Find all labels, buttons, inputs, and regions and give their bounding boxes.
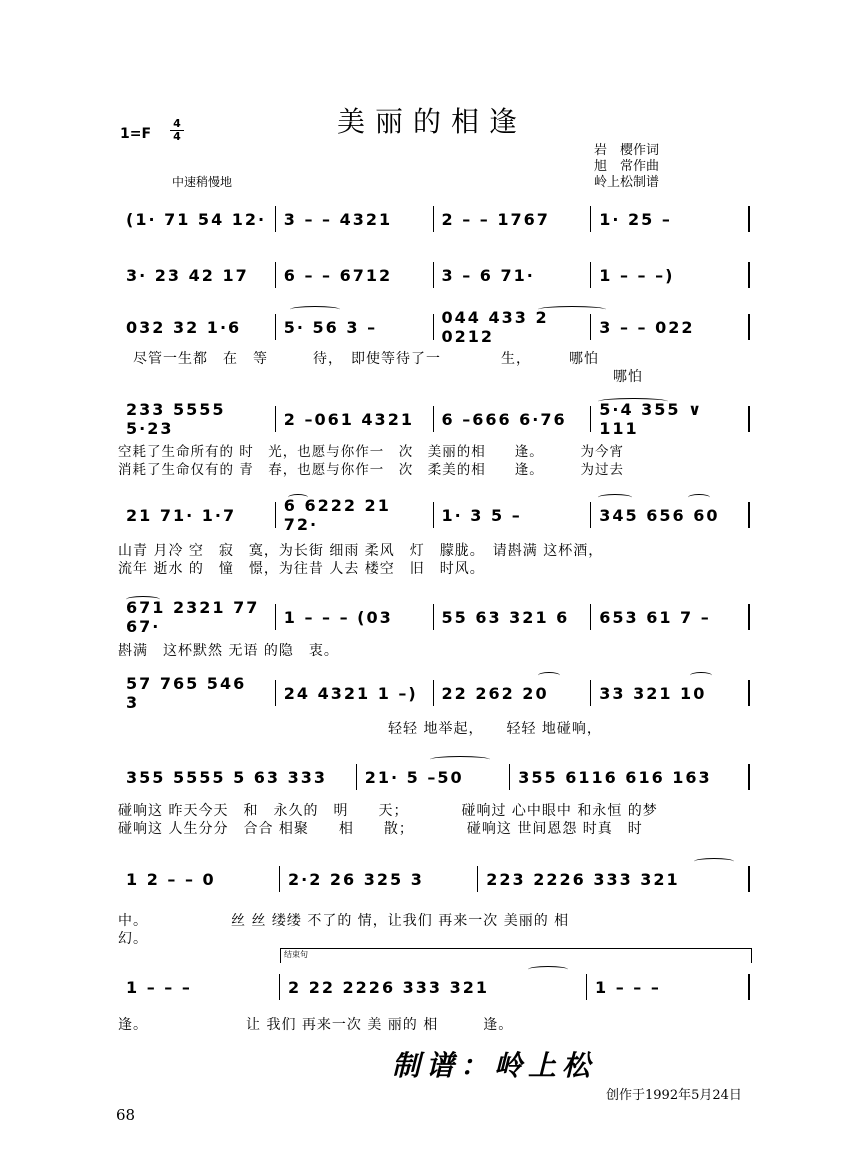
measure: 1 – – –) <box>591 262 750 288</box>
lyric-line-1: 空耗了生命所有的 时 光，也愿与你作一 次 美丽的相 逢。 为今宵 <box>118 444 625 460</box>
slur <box>694 858 734 865</box>
measure: 1· 3 5 – <box>434 502 592 528</box>
measure: 6 –666 6·76 <box>434 406 592 432</box>
measure: 223 2226 333 321 <box>478 866 750 892</box>
slur <box>430 756 490 763</box>
measure: 2 – – 1767 <box>434 206 592 232</box>
measure: 2 22 2226 333 321 <box>280 974 587 1000</box>
measure: 653 61 7 – <box>591 604 750 630</box>
lyric-line-1: 山青 月冷 空 寂 寞，为长街 细雨 柔风 灯 朦胧。 请斟满 这杯酒， <box>118 543 604 559</box>
slur <box>688 494 710 501</box>
lyric-line-2: 碰响这 人生分分 合合 相聚 相 散； 碰响这 世间恩怨 时真 时 <box>118 821 643 837</box>
slur <box>290 306 340 313</box>
lyric-line-2: 哪怕 <box>118 369 643 385</box>
measure: 57 765 546 3 <box>118 680 276 706</box>
lyric-line-1: 逢。 让 我们 再来一次 美 丽的 相 逢。 <box>118 1017 514 1033</box>
lyric-line-2: 流年 逝水 的 憧 憬，为往昔 人去 楼空 旧 时风。 <box>118 561 485 577</box>
lyric-line-2: 消耗了生命仅有的 青 春，也愿与你作一 次 柔美的相 逢。 为过去 <box>118 462 625 478</box>
measure: 355 5555 5 63 333 <box>118 764 357 790</box>
measure: 032 32 1·6 <box>118 314 276 340</box>
measure: 355 6116 616 163 <box>510 764 750 790</box>
lyric-line-1: 碰响这 昨天今天 和 永久的 明 天； 碰响过 心中眼中 和永恒 的梦 <box>118 803 658 819</box>
measure: 1 – – – <box>587 974 750 1000</box>
slur <box>690 672 712 679</box>
credits <box>594 143 659 191</box>
notation-author: 岭上松制谱 <box>594 175 660 190</box>
key-signature: 1=F <box>120 126 152 142</box>
slur <box>598 494 632 501</box>
measure: 21· 5 –50 <box>357 764 510 790</box>
song-title: 美丽的相逢 <box>336 105 527 138</box>
measure: 33 321 10 <box>591 680 750 706</box>
measure: 55 63 321 6 <box>434 604 592 630</box>
measure: 1 2 – – 0 <box>118 866 280 892</box>
time-signature: 4 4 <box>170 118 184 143</box>
notation-signature: 制谱：岭上松 <box>392 1049 597 1082</box>
tempo-marking: 中速稍慢地 <box>172 175 233 189</box>
measure: 233 5555 5·23 <box>118 406 276 432</box>
measure: 671 2321 77 67· <box>118 604 276 630</box>
lyric-line-1: 尽管一生都 在 等 待， 即使等待了一 生， 哪怕 <box>118 351 599 367</box>
measure: 345 656 60 <box>591 502 750 528</box>
page-number: 68 <box>116 1106 136 1124</box>
lyric-line-1: 斟满 这杯默然 无语 的隐 衷。 <box>118 643 339 659</box>
measure: 2·2 26 325 3 <box>280 866 478 892</box>
lyricist: 岩 樱作词 <box>594 143 660 158</box>
measure: 6 – – 6712 <box>276 262 434 288</box>
lyric-line-1: 轻轻 地举起， 轻轻 地碰响， <box>118 721 602 737</box>
measure: 1 – – – <box>118 974 280 1000</box>
measure: 044 433 2 0212 <box>434 314 592 340</box>
measure: 3 – – 4321 <box>276 206 434 232</box>
lyric-line-1: 中。 丝 丝 缕缕 不了的 情，让我们 再来一次 美丽的 相 <box>118 913 570 929</box>
measure: (1· 71 54 12· <box>118 206 276 232</box>
ending-bracket <box>280 948 752 963</box>
composer: 旭 常作曲 <box>594 159 660 174</box>
measure: 1 – – – (03 <box>276 604 434 630</box>
measure: 1· 25 – <box>591 206 750 232</box>
measure: 5· 56 3 – <box>276 314 434 340</box>
measure: 3· 23 42 17 <box>118 262 276 288</box>
creation-date: 创作于1992年5月24日 <box>606 1088 742 1103</box>
ending-label: 结束句 <box>284 950 308 959</box>
measure: 3 – 6 71· <box>434 262 592 288</box>
measure: 5·4 355 ∨ 111 <box>591 406 750 432</box>
measure: 24 4321 1 –) <box>276 680 434 706</box>
slur <box>538 672 560 679</box>
lyric-line-2: 幻。 <box>118 931 148 947</box>
slur <box>528 966 568 973</box>
measure: 22 262 20 <box>434 680 592 706</box>
measure: 21 71· 1·7 <box>118 502 276 528</box>
measure: 6 6222 21 72· <box>276 502 434 528</box>
measure: 3 – – 022 <box>591 314 750 340</box>
measure: 2 –061 4321 <box>276 406 434 432</box>
